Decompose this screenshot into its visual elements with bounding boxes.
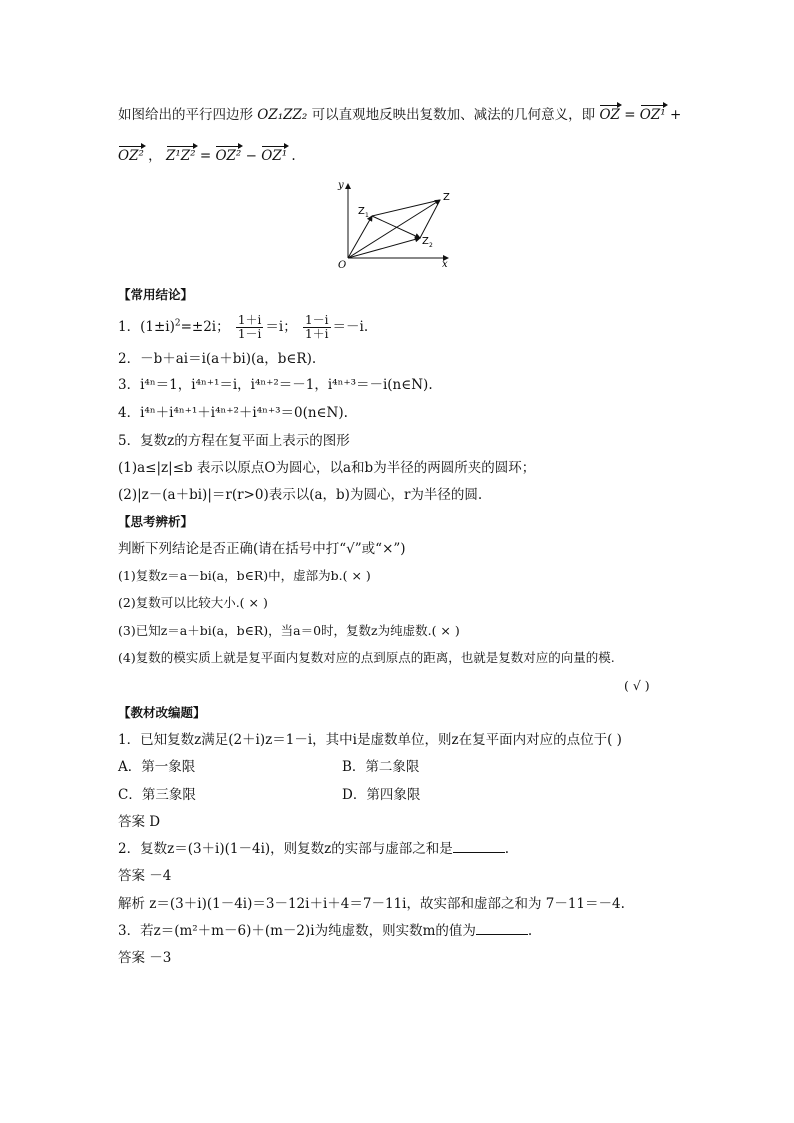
fraction-2-numerator: 1－i [305,313,329,327]
answer-3: 答案 －3 [118,950,172,966]
fraction-2 [303,314,330,341]
common-item-4: 4．i⁴ⁿ＋i⁴ⁿ⁺¹＋i⁴ⁿ⁺²＋i⁴ⁿ⁺³＝0(n∈N). [118,405,348,421]
segment-z2z [420,200,440,238]
intro-line-2 [118,145,296,165]
fraction-1-denominator: 1－i [237,327,262,341]
comma: ， [148,148,162,164]
z2-label: Z [422,236,429,247]
section-title-common: 【常用结论】 [118,287,194,302]
vector-z1z2: Z¹Z² [166,145,196,165]
common-item-3: 3．i⁴ⁿ＝1，i⁴ⁿ⁺¹＝i，i⁴ⁿ⁺²＝－1，i⁴ⁿ⁺³＝－i(n∈N). [118,377,433,393]
problem-2 [118,840,509,858]
item1-text-b: =±2i； [180,319,230,335]
common-item-1 [118,314,368,341]
vector-oz2: OZ² [118,145,144,165]
segment-z1z [372,200,440,216]
vector-oz2-b: OZ² [215,145,241,165]
fraction-1-numerator: 1＋i [237,313,262,327]
intro-text-mid: 可以直观地反映出复数加、减法的几何意义，即 [311,107,596,123]
vector-oz1: OZ¹ [640,104,666,124]
segment-oz1 [348,216,372,258]
section-title-textbook: 【教材改编题】 [118,705,206,720]
x-axis-label: x [442,259,448,268]
fraction-1 [236,314,263,341]
problem-1: 1．已知复数z满足(2＋i)z＝1－i，其中i是虚数单位，则z在复平面内对应的点位于( ) [118,732,622,748]
answer-blank-2 [453,840,505,853]
vector-oz: OZ [599,104,619,124]
segment-z1z2 [372,216,420,238]
item1-text-c: ＝i； [265,319,297,335]
z1-label: Z [358,206,365,217]
solution-2: 解析 z＝(3＋i)(1－4i)＝3－12i＋i＋4＝7－11i，故实部和虚部之和为 7－11＝－4. [118,896,625,912]
think-prompt: 判断下列结论是否正确(请在括号中打“√”或“×”) [118,541,406,557]
think-q2: (2)复数可以比较大小.( × ) [118,595,268,610]
common-item-5-2: (2)|z－(a＋bi)|＝r(r>0)表示以(a，b)为圆心，r为半径的圆. [118,487,483,503]
item1-text-d: ＝－i. [332,319,369,335]
item1-sup: 2 [174,318,181,329]
equals-sign: = [624,107,636,123]
problem-3-text: 3．若z＝(m²＋m－6)＋(m－2)i为纯虚数，则实数m的值为 [118,923,476,939]
think-q3: (3)已知z＝a＋bi(a，b∈R)，当a＝0时，复数z为纯虚数.( × ) [118,623,460,638]
plus-sign: + [669,107,682,123]
problem-3 [118,922,532,940]
common-item-2: 2．－b＋ai＝i(a＋bi)(a，b∈R). [118,351,317,367]
answer-1: 答案 D [118,814,161,830]
z-label: Z [443,192,450,203]
parallelogram-figure [330,176,460,268]
section-title-think: 【思考辨析】 [118,514,194,529]
vector-oz1-b: OZ¹ [261,145,287,165]
parallelogram-name: OZ₁ZZ₂ [257,107,308,123]
fraction-2-denominator: 1＋i [305,327,329,341]
intro-line-1 [118,104,681,124]
equals-sign-2: = [199,148,212,164]
period: . [291,148,296,164]
origin-label: O [338,260,347,268]
answer-2: 答案 －4 [118,868,172,884]
y-axis-label: y [338,180,344,191]
intro-text-prefix: 如图给出的平行四边形 [118,107,253,123]
think-q4-answer: ( √ ) [624,678,650,693]
z1-subscript: 1 [365,212,369,219]
common-item-5-1: (1)a≤|z|≤b 表示以原点O为圆心，以a和b为半径的两圆所夹的圆环； [118,460,536,476]
z2-subscript: 2 [429,242,433,249]
option-d: D．第四象限 [342,787,421,803]
problem-3-period: . [527,923,533,939]
option-a: A．第一象限 [118,759,196,775]
think-q4: (4)复数的模实质上就是复平面内复数对应的点到原点的距离，也就是复数对应的向量的模. [118,650,615,665]
answer-blank-3 [476,922,528,935]
segment-oz2 [348,238,420,258]
minus-sign: − [245,148,257,164]
problem-2-period: . [504,841,510,857]
think-q1: (1)复数z＝a－bi(a，b∈R)中，虚部为b.( × ) [118,568,371,583]
common-item-5: 5．复数z的方程在复平面上表示的图形 [118,433,350,449]
option-c: C．第三象限 [118,787,196,803]
item1-text-a: 1．(1±i) [118,319,175,335]
option-b: B．第二象限 [342,759,420,775]
problem-2-text: 2．复数z＝(3＋i)(1－4i)，则复数z的实部与虚部之和是 [118,841,453,857]
